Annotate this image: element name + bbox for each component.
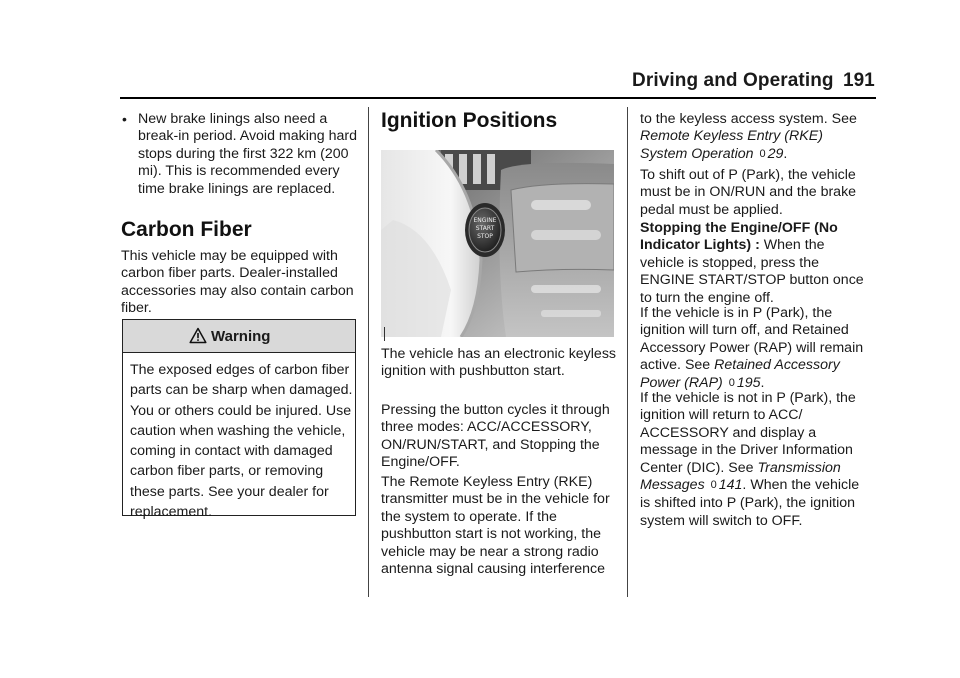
bullet-symbol: • xyxy=(122,111,127,127)
warning-box xyxy=(122,319,356,521)
page-pointer-icon: 0 xyxy=(759,147,766,160)
page-number: 191 xyxy=(843,70,875,91)
page-pointer-icon: 0 xyxy=(710,479,717,492)
column-separator xyxy=(627,107,628,597)
warning-triangle-icon xyxy=(189,327,207,349)
button-label-stop: STOP xyxy=(477,233,493,240)
stopping-engine-paragraph: Stopping the Engine/OFF (No Indicator Lights) : When the vehicle is stopped, press the ENGINE START/STOP button once to turn the engine off. xyxy=(640,220,864,306)
transmission-page-link[interactable]: 141 xyxy=(718,477,743,494)
ignition-paragraph-1: The vehicle has an electronic keyless ignition with pushbutton start. xyxy=(381,346,617,380)
rap-page-link[interactable]: 195 xyxy=(736,374,761,391)
ignition-photo xyxy=(381,150,614,337)
button-label-start: START xyxy=(475,225,495,232)
ignition-paragraph-2: Pressing the button cycles it through three modes: ACC/ACCESSORY, ON/RUN/START, and Stopping the Engine/OFF. xyxy=(381,402,610,471)
bullet-item xyxy=(122,111,362,198)
heading-carbon-fiber: Carbon Fiber xyxy=(121,218,252,241)
ignition-paragraph-3: The Remote Keyless Entry (RKE) transmitter must be in the vehicle for the system to operate. If the pushbutton start is not working, the vehicle may be near a strong radio antenna signal causing interference xyxy=(381,474,610,578)
page-pointer-icon: 0 xyxy=(728,376,735,389)
button-label-engine: ENGINE xyxy=(473,217,497,224)
warning-header xyxy=(123,320,355,353)
warning-title: Warning xyxy=(211,328,271,345)
rap-paragraph: If the vehicle is in P (Park), the ignition will turn off, and Retained Accessory Power (RAP) will remain active. See Retained Accessory Power (RAP) 0 195. xyxy=(640,305,864,391)
transmission-messages-reference[interactable]: Transmission Messages xyxy=(640,459,841,494)
warning-body: The exposed edges of carbon fiber parts can be sharp when damaged. You or others could be injured. Use caution when washing the vehicle, coming in contact with damaged carbon fiber parts, or removing these parts. See your dealer for replacement. xyxy=(130,362,353,521)
keyless-access-paragraph: to the keyless access system. See Remote Keyless Entry (RKE) System Operation 0 29. xyxy=(640,111,857,162)
heading-ignition-positions: Ignition Positions xyxy=(381,109,558,132)
not-in-park-paragraph: If the vehicle is not in P (Park), the ignition will return to ACC/ ACCESSORY and display a message in the Driver Information Center (DIC). See Transmission Messages 0 141. When the vehicle is shifted into P (Park), the ignition system will switch to OFF. xyxy=(640,390,860,529)
rke-reference[interactable]: Remote Keyless Entry (RKE) System Operation xyxy=(640,128,823,162)
stopping-engine-label: Stopping the Engine/OFF (No Indicator Lights) : xyxy=(640,220,838,254)
carbon-fiber-paragraph: This vehicle may be equipped with carbon fiber parts. Dealer-installed accessories may also contain carbon fiber. xyxy=(121,248,354,317)
bullet-text: New brake linings also need a break-in period. Avoid making hard stops during the first 322 km (200 mi). This is recommended every time brake linings are replaced. xyxy=(138,111,357,197)
section-title: Driving and Operating xyxy=(632,70,834,91)
rap-reference[interactable]: Retained Accessory Power (RAP) xyxy=(640,357,840,391)
shift-out-park-paragraph: To shift out of P (Park), the vehicle must be in ON/RUN and the brake pedal must be applied. xyxy=(640,167,857,218)
photo-tick xyxy=(384,327,385,341)
rke-page-link[interactable]: 29 xyxy=(767,145,784,162)
header-rule xyxy=(120,97,876,99)
column-separator xyxy=(368,107,369,597)
